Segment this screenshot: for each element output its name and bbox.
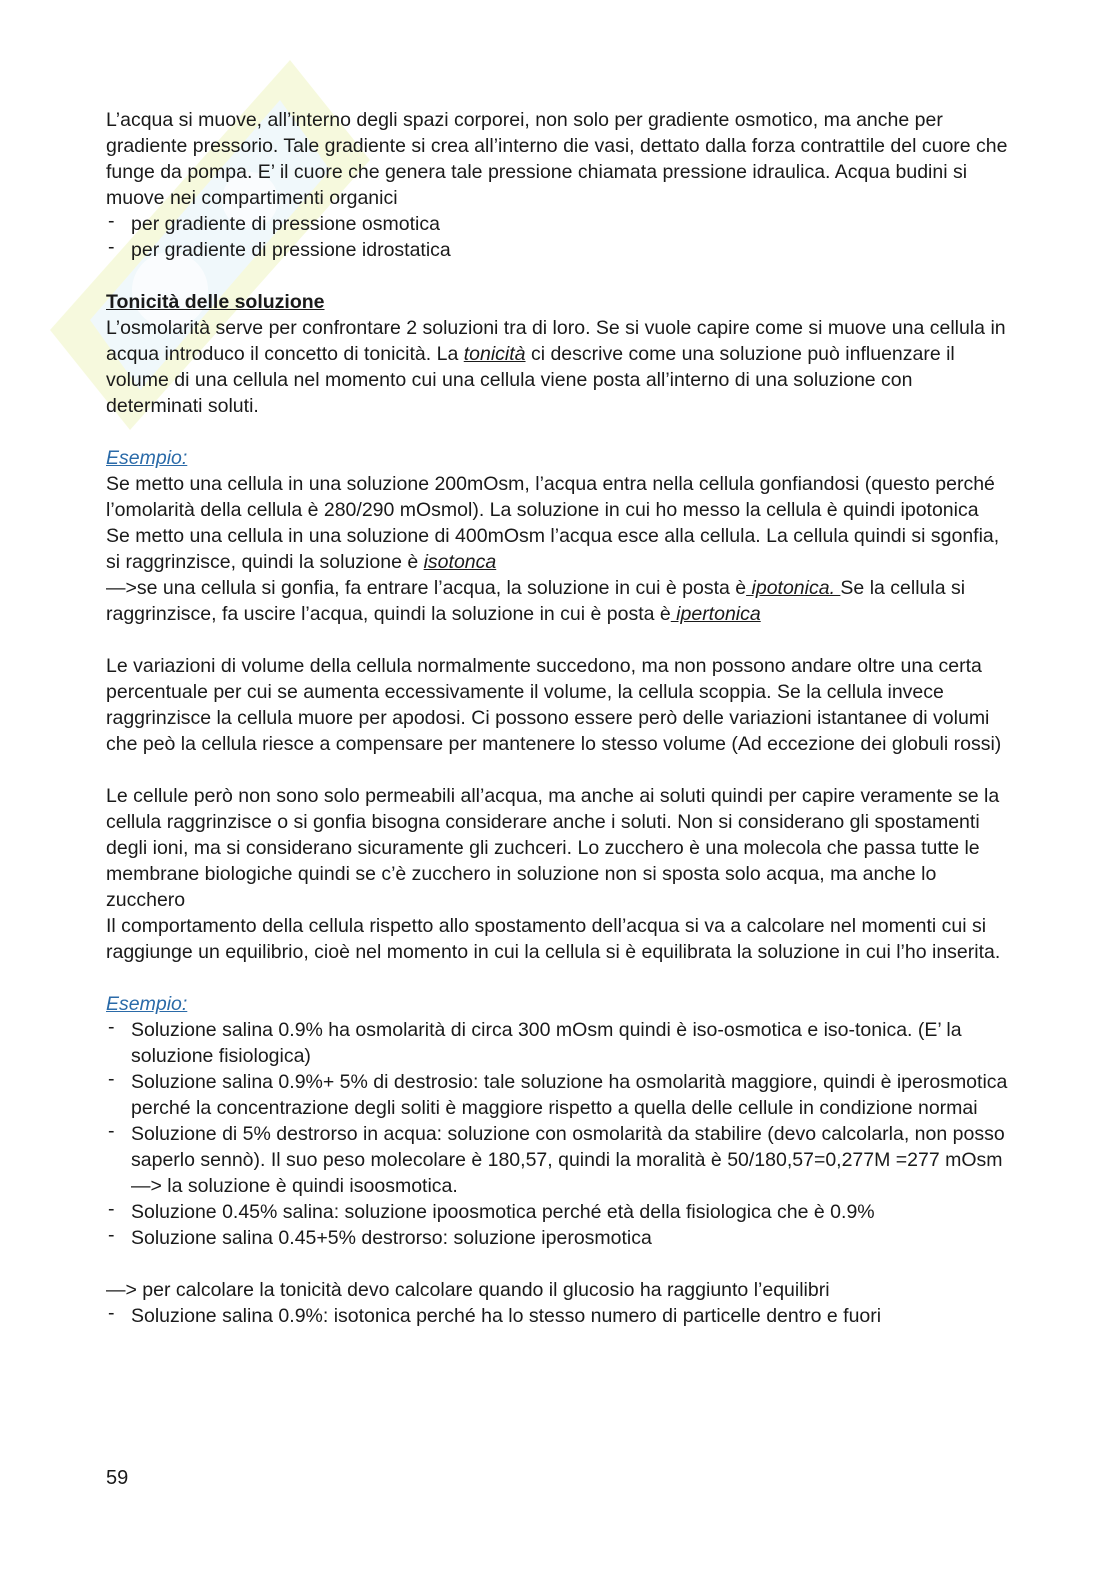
intro-list [106, 211, 1011, 263]
intro-paragraph: L’acqua si muove, all’interno degli spazi corporei, non solo per gradiente osmotico, ma anche per gradiente pressorio. Tale gradiente si crea all’interno die vasi, dettato dalla forza contrattile del cuore che funge da pompa. E’ il cuore che genera tale pressione chiamata pressione idraulica. Acqua budini si muove nei compartimenti organici [106, 109, 1008, 209]
example-paragraph: Se metto una cellula in una soluzione 200mOsm, l’acqua entra nella cellula gonfiandosi (questo perché l’omolarità della cellula è 280/290 mOsmol). La soluzione in cui ho messo la cellula è quindi ipotonica [106, 473, 995, 521]
section-heading: Tonicità delle soluzione [106, 291, 325, 313]
tonicity-list [106, 1303, 1011, 1329]
solutions-list [106, 1017, 1011, 1251]
example-label: Esempio: [106, 993, 188, 1015]
permeability-paragraph: Le cellule però non sono solo permeabili all’acqua, ma anche ai soluti quindi per capire veramente se la cellula raggrinzisce o si gonfia bisogna considerare anche i soluti. Non si considerano gli spostamenti degli ioni, ma si considerano sicuramente gli zuchceri. Lo zucchero è una molecola che passa tutte le membrane biologiche quindi se c’è zucchero in soluzione non si sposta solo acqua, ma anche lo zucchero [106, 785, 1000, 911]
list-item: - Soluzione salina 0.45+5% destrorso: soluzione iperosmotica [106, 1225, 1011, 1251]
example-paragraph: Se metto una cellula in una soluzione di 400mOsm l’acqua esce alla cellula. La cellula quindi si sgonfia, si raggrinzisce, quindi la soluzione è isotonca [106, 525, 1000, 573]
example-conclusion: —>se una cellula si gonfia, fa entrare l’acqua, la soluzione in cui è posta è ipotonica. Se la cellula si raggrinzisce, fa uscire l’acqua, quindi la soluzione in cui è posta è ipertonica [106, 577, 966, 625]
tonicity-paragraph: L’osmolarità serve per confrontare 2 soluzioni tra di loro. Se si vuole capire come si muove una cellula in acqua introduco il concetto di tonicità. La tonicità ci descrive come una soluzione può influenzare il volume di una cellula nel momento cui una cellula viene posta all’interno di una soluzione con determinati soluti. [106, 317, 1006, 417]
example-label: Esempio: [106, 447, 188, 469]
term-ipertonica: ipertonica [670, 603, 761, 625]
term-tonicita: tonicità [463, 343, 526, 365]
equilibrium-paragraph: Il comportamento della cellula rispetto allo spostamento dell’acqua si va a calcolare nel momenti cui si raggiunge un equilibrio, cioè nel momento in cui la cellula si è equilibrata la soluzione in cui l’ho inserita. [106, 915, 1001, 963]
page-number: 59 [106, 1467, 129, 1489]
term-ipotonica: ipotonica. [746, 577, 841, 599]
volume-paragraph: Le variazioni di volume della cellula normalmente succedono, ma non possono andare oltre una certa percentuale per cui se aumenta eccessivamente il volume, la cellula scoppia. Se la cellula invece raggrinzisce la cellula muore per apodosi. Ci possono essere però delle variazioni istantanee di volumi che peò la cellula riesce a compensare per mantenere lo stesso volume (Ad eccezione dei globuli rossi) [106, 655, 1002, 755]
tonicity-calc-line: —> per calcolare la tonicità devo calcolare quando il glucosio ha raggiunto l’equilibri [106, 1279, 830, 1301]
list-item: - per gradiente di pressione osmotica [106, 211, 1011, 237]
list-item: - Soluzione 0.45% salina: soluzione ipoosmotica perché età della fisiologica che è 0.9% [106, 1199, 1011, 1225]
list-item: - per gradiente di pressione idrostatica [106, 237, 1011, 263]
list-item: - Soluzione di 5% destrorso in acqua: soluzione con osmolarità da stabilire (devo calcolarla, non posso saperlo sennò). Il suo peso molecolare è 180,57, quindi la moralità è 50/180,57=0,277M =277 mOsm—> la soluzione è quindi isoosmotica. [106, 1121, 1011, 1199]
list-item: - Soluzione salina 0.9%: isotonica perché ha lo stesso numero di particelle dentro e fuori [106, 1303, 1011, 1329]
list-item: - Soluzione salina 0.9%+ 5% di destrosio: tale soluzione ha osmolarità maggiore, quindi è iperosmotica perché la concentrazione degli soliti è maggiore rispetto a quella delle cellule in condizione normai [106, 1069, 1011, 1121]
document-body [106, 107, 1011, 1329]
list-item: - Soluzione salina 0.9% ha osmolarità di circa 300 mOsm quindi è iso-osmotica e iso-tonica. (E’ la soluzione fisiologica) [106, 1017, 1011, 1069]
term-isotonca: isotonca [423, 551, 497, 573]
